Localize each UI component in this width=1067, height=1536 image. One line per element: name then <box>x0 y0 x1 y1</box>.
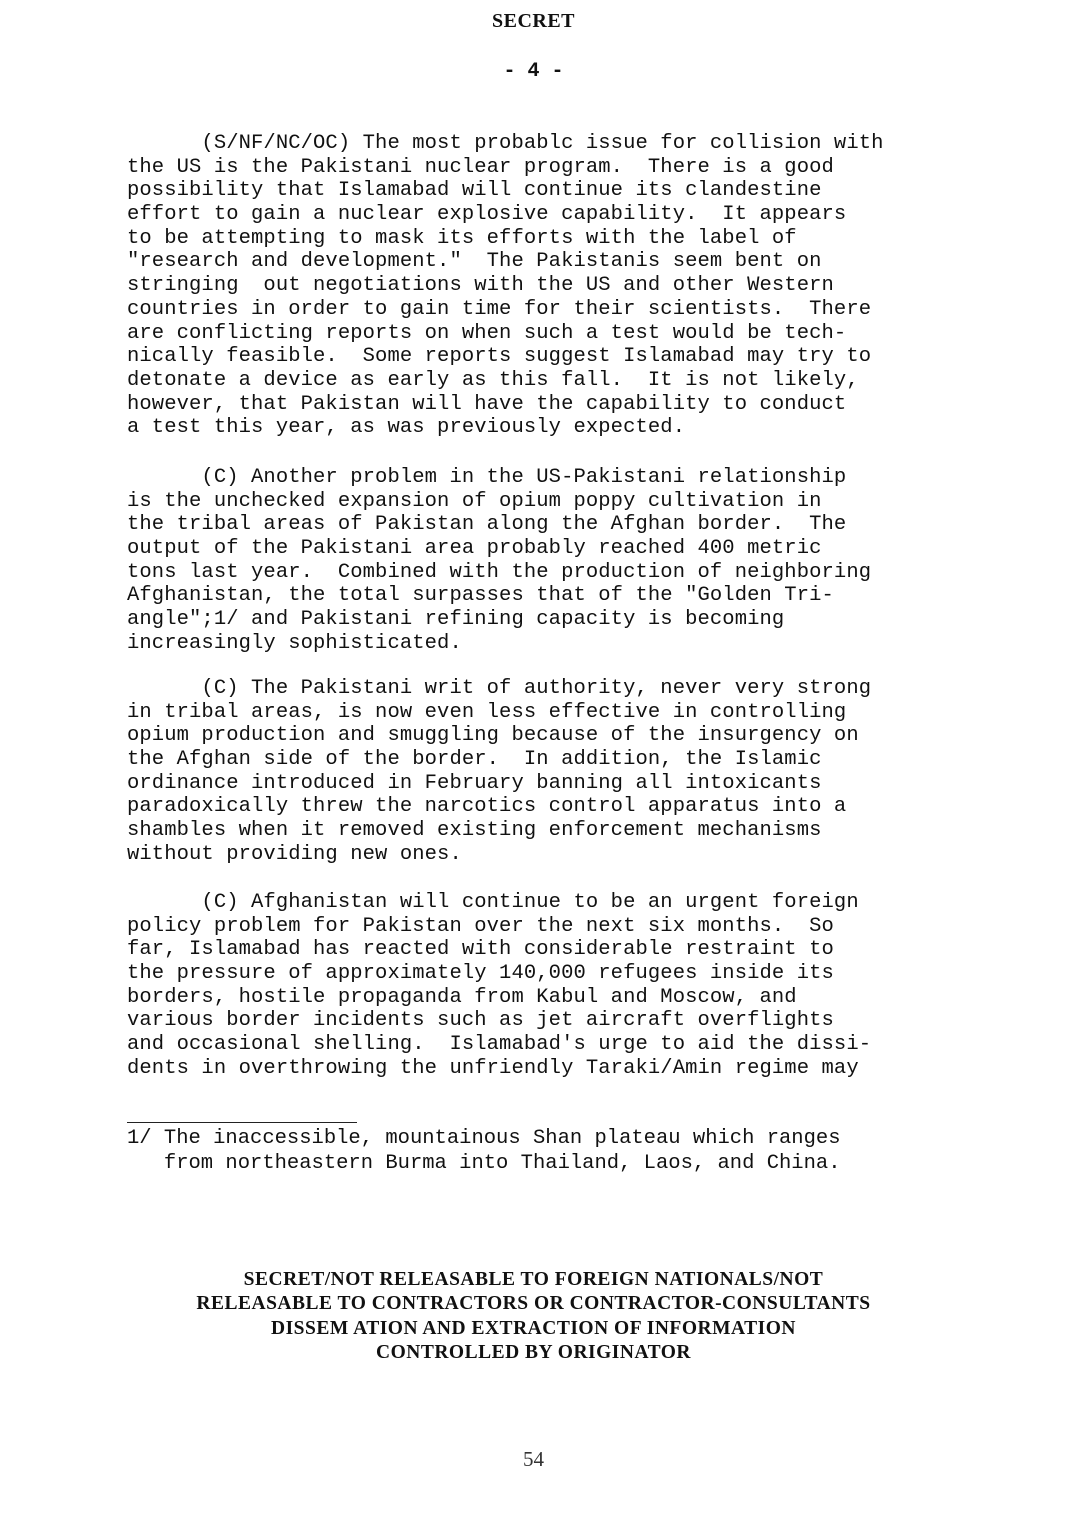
text-line: without providing new ones. <box>127 842 462 866</box>
text-line: the US is the Pakistani nuclear program. There is a good <box>127 155 834 179</box>
text-line: are conflicting reports on when such a test would be tech- <box>127 321 847 345</box>
text-line: the pressure of approximately 140,000 refugees inside its <box>127 962 834 986</box>
footnote-line: from northeastern Burma into Thailand, Laos, and China. <box>127 1152 841 1175</box>
paragraph-afghanistan <box>127 891 987 1081</box>
text-line: countries in order to gain time for their scientists. There <box>127 297 872 321</box>
text-line: in tribal areas, is now even less effective in controlling <box>127 700 847 724</box>
text-line: (C) Afghanistan will continue to be an urgent foreign <box>127 891 859 914</box>
text-line: (C) Another problem in the US-Pakistani relationship <box>127 466 847 489</box>
text-line: output of the Pakistani area probably reached 400 metric <box>127 537 822 561</box>
caveat-line: SECRET/NOT RELEASABLE TO FOREIGN NATIONALS/NOT <box>243 1269 824 1290</box>
text-line: "research and development." The Pakistanis seem bent on <box>127 250 822 274</box>
text-line: (C) The Pakistani writ of authority, never very strong <box>127 677 872 700</box>
text-line: opium production and smuggling because of the insurgency on <box>127 724 859 748</box>
caveat-line: RELEASABLE TO CONTRACTORS OR CONTRACTOR-CONSULTANTS <box>196 1293 871 1315</box>
caveat-line: DISSEM ATION AND EXTRACTION OF INFORMATION <box>271 1317 796 1339</box>
text-line: possibility that Islamabad will continue its clandestine <box>127 179 822 203</box>
page-marker: - 4 - <box>503 60 564 83</box>
text-line: and occasional shelling. Islamabad's urge to aid the dissi- <box>127 1033 872 1057</box>
text-line: tons last year. Combined with the production of neighboring <box>127 560 872 584</box>
footnote-line: 1/ The inaccessible, mountainous Shan plateau which ranges <box>127 1127 841 1150</box>
handling-caveat <box>0 1268 1067 1365</box>
text-line: effort to gain a nuclear explosive capability. It appears <box>127 203 847 227</box>
text-line: the Afghan side of the border. In addition, the Islamic <box>127 748 822 772</box>
text-line: nically feasible. Some reports suggest Islamabad may try to <box>127 345 872 369</box>
text-line: stringing out negotiations with the US and other Western <box>127 274 834 298</box>
footnote <box>127 1126 987 1176</box>
text-line: ordinance introduced in February banning all intoxicants <box>127 771 822 795</box>
text-line: is the unchecked expansion of opium poppy cultivation in <box>127 489 822 513</box>
classification-header: SECRET <box>491 10 576 32</box>
text-line: various border incidents such as jet aircraft overflights <box>127 1009 834 1033</box>
text-line: increasingly sophisticated. <box>127 631 462 655</box>
text-line: dents in overthrowing the unfriendly Taraki/Amin regime may <box>127 1056 859 1080</box>
text-line: angle";1/ and Pakistani refining capacity is becoming <box>127 608 785 632</box>
text-line: a test this year, as was previously expected. <box>127 416 686 440</box>
paragraph-opium-cultivation <box>127 466 987 656</box>
text-line: paradoxically threw the narcotics control apparatus into a <box>127 795 847 819</box>
text-line: borders, hostile propaganda from Kabul and Moscow, and <box>127 985 797 1009</box>
text-line: to be attempting to mask its efforts with the label of <box>127 226 797 250</box>
caveat-line: CONTROLLED BY ORIGINATOR <box>375 1341 692 1363</box>
paragraph-nuclear-program <box>127 132 987 440</box>
text-line: (S/NF/NC/OC) The most probablc issue for collision with <box>127 132 884 155</box>
footnote-divider <box>127 1122 357 1123</box>
page-number: 54 <box>523 1447 544 1471</box>
text-line: however, that Pakistan will have the capability to conduct <box>127 392 847 416</box>
text-line: policy problem for Pakistan over the next six months. So <box>127 914 834 938</box>
text-line: Afghanistan, the total surpasses that of the "Golden Tri- <box>127 584 834 608</box>
paragraph-writ-of-authority <box>127 677 987 867</box>
text-line: detonate a device as early as this fall. It is not likely, <box>127 368 859 392</box>
text-line: far, Islamabad has reacted with considerable restraint to <box>127 938 834 962</box>
text-line: the tribal areas of Pakistan along the Afghan border. The <box>127 513 847 537</box>
text-line: shambles when it removed existing enforcement mechanisms <box>127 819 822 843</box>
